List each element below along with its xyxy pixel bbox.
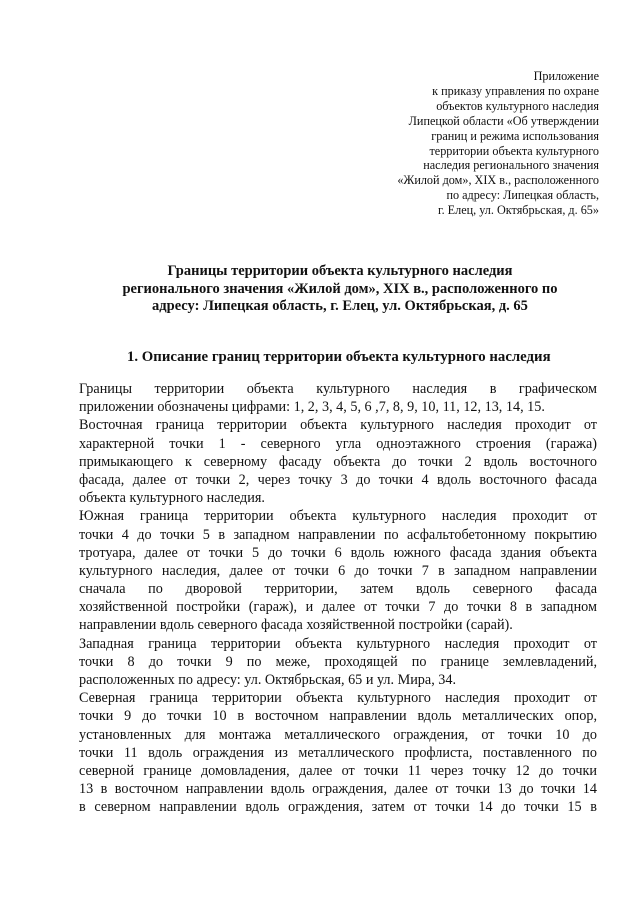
paragraph-line: точки 8 до точки 9 по меже, проходящей по границе землевладений, (79, 653, 597, 670)
paragraph-line: точки 9 до точки 10 в восточном направлении вдоль металлических опор, (79, 708, 597, 725)
title-line: Границы территории объекта культурного наследия (167, 263, 513, 279)
appendix-block (319, 69, 599, 218)
paragraph-line: объекта культурного наследия. (79, 490, 265, 507)
section-heading: 1. Описание границ территории объекта культурного наследия (127, 349, 551, 365)
appendix-line: Приложение (533, 69, 599, 83)
paragraph-line: в северном направлении вдоль ограждения, затем от точки 14 до точки 15 в (79, 799, 597, 816)
appendix-line: Липецкой области «Об утверждении (408, 113, 599, 128)
appendix-line: «Жилой дом», XIX в., расположенного (397, 173, 599, 188)
paragraph-line: тротуара, далее от точки 5 до точки 6 вдоль южного фасада здания объекта (79, 544, 597, 561)
document-title (80, 263, 600, 316)
appendix-line: границ и режима использования (431, 128, 599, 143)
paragraph-line: Границы территории объекта культурного наследия в графическом (79, 381, 597, 397)
paragraph-line: фасада, далее от точки 2, через точку 3 до точки 4 вдоль восточного фасада (79, 471, 597, 488)
paragraph-line: расположенных по адресу: ул. Октябрьская, 65 и ул. Мира, 34. (79, 672, 457, 688)
appendix-line: наследия регионального значения (423, 158, 599, 173)
appendix-line: территории объекта культурного (429, 143, 599, 158)
paragraph-line: точки 4 до точки 5 в западном направлении по асфальтобетонному покрытию (79, 526, 597, 543)
appendix-line: г. Елец, ул. Октябрьская, д. 65» (437, 203, 599, 218)
paragraph-line: точки 11 вдоль ограждения из металлического профлиста, поставленного по (79, 744, 597, 761)
paragraph-line: Восточная граница территории объекта культурного наследия проходит от (79, 417, 597, 434)
paragraph-line: направлении вдоль северного фасада хозяйственной постройки (сарай). (79, 617, 513, 634)
paragraph-line: сначала по дворовой территории, затем вдоль северного фасада (79, 581, 597, 598)
appendix-line: объектов культурного наследия (436, 98, 599, 113)
paragraph-line: хозяйственной постройки (гараж), и далее от точки 7 до точки 8 в западном (79, 599, 597, 616)
paragraph-line: характерной точки 1 - северного угла одноэтажного строения (гаража) (79, 435, 597, 452)
paragraph-line: Западная граница территории объекта культурного наследия проходит от (79, 635, 597, 652)
paragraph-line: Южная граница территории объекта культурного наследия проходит от (79, 508, 597, 525)
paragraph-west-boundary (79, 635, 597, 690)
paragraph-line: примыкающего к северному фасаду объекта до точки 2 вдоль восточного (79, 453, 597, 470)
paragraph-line: северной границе домовладения, далее от точки 11 через точку 12 до точки (79, 762, 597, 779)
appendix-line: по адресу: Липецкая область, (446, 188, 599, 203)
paragraph-south-boundary (79, 507, 597, 634)
paragraph-east-boundary (79, 416, 597, 507)
paragraph-line: 13 в восточном направлении вдоль ограждения, далее от точки 13 до точки 14 (79, 781, 597, 798)
body-text (79, 380, 597, 817)
title-line: регионального значения «Жилой дом», XIX в., расположенного по (122, 280, 558, 297)
paragraph-line: Северная граница территории объекта культурного наследия проходит от (79, 690, 597, 707)
paragraph-line: приложении обозначены цифрами: 1, 2, 3, 4, 5, 6 ,7, 8, 9, 10, 11, 12, 13, 14, 15. (79, 399, 545, 416)
title-line: адресу: Липецкая область, г. Елец, ул. Октябрьская, д. 65 (152, 298, 528, 314)
paragraph-north-boundary (79, 689, 597, 816)
appendix-line: к приказу управления по охране (432, 83, 599, 98)
paragraph-line: культурного наследия, далее от точки 6 до точки 7 в западном направлении (79, 562, 597, 579)
paragraph-overview (79, 380, 597, 416)
paragraph-line: установленных для монтажа металлического ограждения, от точки 10 до (79, 726, 597, 743)
